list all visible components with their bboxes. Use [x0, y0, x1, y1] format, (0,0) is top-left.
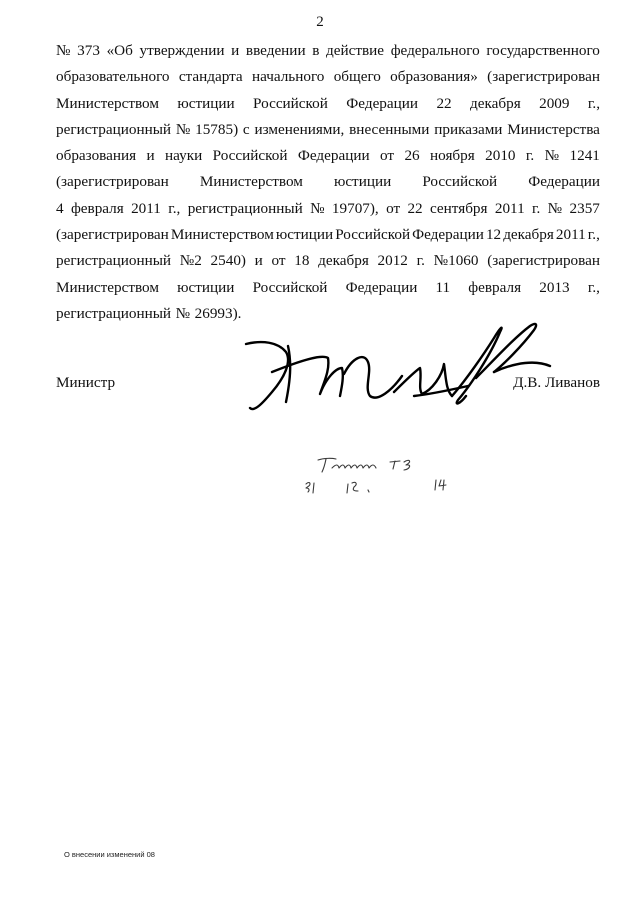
text-word: в: [312, 42, 320, 59]
text-word: внесенными: [349, 120, 430, 138]
text-word: «Об: [106, 42, 133, 59]
text-word: г.,: [168, 199, 181, 217]
text-word: от: [380, 147, 395, 165]
text-word: изменениями,: [254, 120, 345, 138]
handwritten-signature: [232, 316, 558, 416]
text-word: 22: [436, 94, 452, 112]
handwritten-registration-note: [296, 450, 466, 502]
text-word: с: [242, 120, 250, 138]
text-word: №: [175, 120, 191, 138]
text-word: и: [254, 252, 263, 270]
text-word: 2011: [131, 199, 161, 217]
text-word: №2: [179, 252, 202, 270]
text-word: федерального: [390, 42, 480, 59]
text-word: (зарегистрирован: [487, 252, 600, 270]
text-word: 1241: [569, 147, 600, 165]
text-word: юстиции: [275, 226, 334, 244]
text-word: 18: [294, 252, 310, 270]
text-word: 15785): [195, 120, 239, 138]
text-word: Российской: [212, 147, 288, 165]
text-line: [56, 169, 600, 195]
text-word: Министерства: [507, 120, 600, 138]
text-word: Российской: [252, 278, 328, 296]
text-word: введении: [245, 42, 306, 59]
footer-text: О внесении изменений 08: [64, 850, 155, 859]
text-word: 19707),: [331, 199, 379, 217]
text-word: регистрационный: [56, 304, 172, 322]
text-word: регистрационный: [187, 199, 303, 217]
text-word: ноября: [430, 147, 475, 165]
text-word: Российской: [335, 226, 411, 244]
text-word: 2012: [377, 252, 408, 270]
text-line: [56, 117, 600, 143]
text-word: 2011: [555, 226, 586, 244]
text-line: [56, 64, 600, 90]
text-word: общего: [333, 68, 381, 86]
text-word: 22: [407, 199, 423, 217]
text-word: Министерством: [56, 94, 159, 112]
signature-row: [56, 374, 600, 398]
text-word: юстиции: [333, 173, 392, 191]
text-word: г.,: [587, 94, 600, 112]
text-word: №1060: [433, 252, 479, 270]
text-word: №: [56, 42, 71, 59]
signer-name: Д.В. Ливанов: [513, 374, 600, 391]
body-text: [56, 38, 600, 327]
text-word: Российской: [253, 94, 328, 112]
text-word: и: [231, 42, 240, 59]
text-line: [56, 222, 600, 248]
text-line: [56, 275, 600, 301]
text-word: №: [310, 199, 325, 217]
text-word: государственного: [486, 42, 600, 59]
text-word: Федерации: [528, 173, 600, 191]
text-word: декабря: [318, 252, 369, 270]
text-word: №: [547, 199, 563, 217]
text-word: №: [544, 147, 560, 165]
text-word: 2011: [494, 199, 525, 217]
text-word: 26: [404, 147, 420, 165]
text-word: действие: [326, 42, 385, 59]
text-word: регистрационный: [56, 252, 172, 270]
text-word: сентября: [429, 199, 488, 217]
text-word: 11: [435, 278, 451, 296]
text-word: г.: [525, 147, 535, 165]
text-line: [56, 143, 600, 169]
text-word: 4: [56, 199, 64, 217]
text-word: Министерством: [56, 278, 159, 296]
text-line: [56, 91, 600, 117]
text-word: и: [146, 147, 155, 165]
text-word: Федерации: [346, 94, 419, 112]
text-word: приказами: [434, 120, 503, 138]
text-word: г.,: [587, 278, 600, 296]
text-word: г.: [416, 252, 425, 270]
text-word: 26993).: [194, 304, 242, 322]
text-word: (зарегистрирован: [487, 68, 600, 86]
text-word: Федерации: [412, 226, 484, 244]
text-word: 2357: [569, 199, 600, 217]
text-word: регистрационный: [56, 120, 172, 138]
position-label: Министр: [56, 374, 116, 391]
page-number: 2: [316, 14, 324, 30]
text-word: г.,: [587, 226, 600, 244]
text-word: образования»: [390, 68, 478, 86]
text-word: 2013: [539, 278, 570, 296]
text-word: 2010: [485, 147, 516, 165]
text-word: г.: [532, 199, 541, 217]
text-word: Федерации: [345, 278, 418, 296]
text-word: Министерством: [199, 173, 303, 191]
text-line: [56, 38, 600, 64]
text-word: (зарегистрирован: [56, 173, 169, 191]
text-word: стандарта: [178, 68, 243, 86]
text-word: №: [175, 304, 191, 322]
text-word: декабря: [470, 94, 521, 112]
text-word: 2009: [539, 94, 570, 112]
text-word: юстиции: [177, 278, 235, 296]
text-word: (зарегистрирован: [56, 226, 169, 244]
text-word: Федерации: [297, 147, 370, 165]
text-word: от: [271, 252, 286, 270]
text-line: [56, 248, 600, 274]
text-word: от: [386, 199, 401, 217]
text-word: начального: [251, 68, 325, 86]
text-word: 373: [77, 42, 100, 59]
text-word: образования: [56, 147, 137, 165]
text-word: 12: [485, 226, 502, 244]
text-word: Министерством: [170, 226, 274, 244]
text-word: юстиции: [177, 94, 235, 112]
text-word: науки: [165, 147, 203, 165]
text-line: [56, 196, 600, 222]
text-word: декабря: [503, 226, 554, 244]
text-word: Российской: [422, 173, 498, 191]
text-word: утверждении: [139, 42, 225, 59]
text-word: образовательного: [56, 68, 170, 86]
text-word: февраля: [70, 199, 124, 217]
text-word: февраля: [468, 278, 522, 296]
text-word: 2540): [210, 252, 246, 270]
